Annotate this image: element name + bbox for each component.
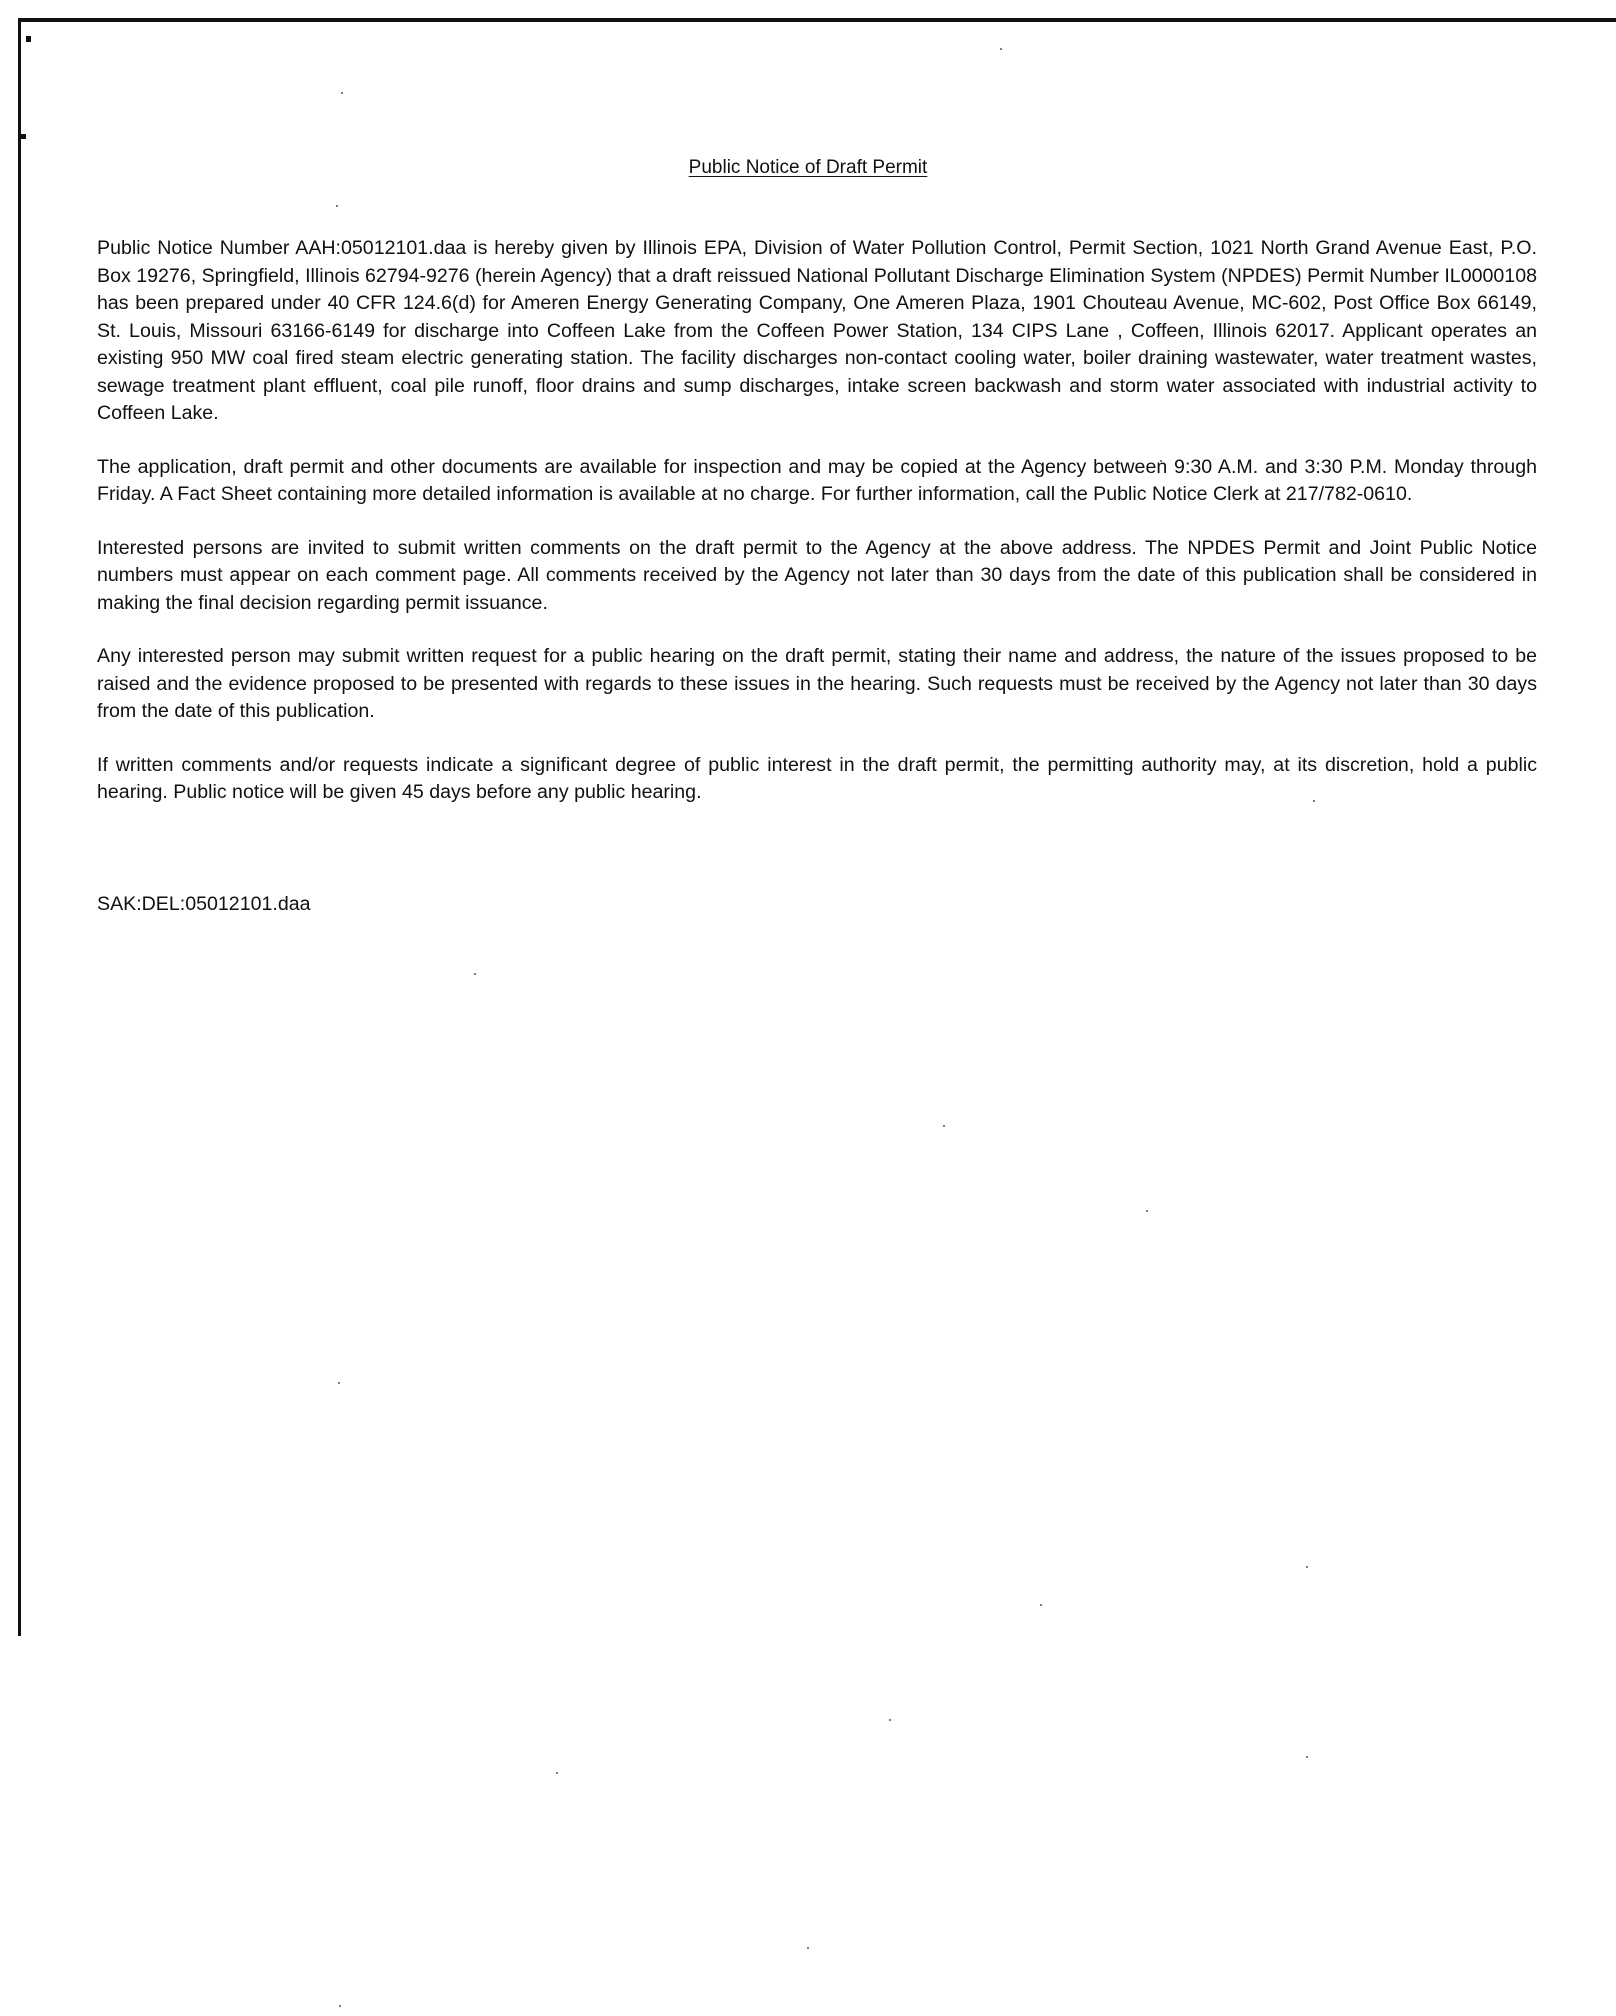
scan-top-border — [18, 18, 1616, 22]
scan-speck — [341, 92, 343, 94]
notice-title: Public Notice of Draft Permit — [688, 157, 928, 178]
notice-paragraph: If written comments and/or requests indicate a significant degree of public interest in the draft permit, the permitting authority may, at its discretion, hold a public hearing. Public notice will be given 45 days before any public hearing. — [97, 753, 1537, 803]
scan-speck — [556, 1772, 558, 1774]
scan-speck — [1146, 1210, 1148, 1212]
scan-speck — [338, 1382, 340, 1384]
scan-left-border — [18, 18, 21, 1636]
scan-speck — [1306, 1566, 1308, 1568]
scan-speck — [336, 205, 338, 207]
reference-code: SAK:DEL:05012101.daa — [97, 893, 311, 915]
scan-speck — [1040, 1604, 1042, 1606]
notice-paragraph: Any interested person may submit written request for a public hearing on the draft permit, stating their name and address, the nature of the issues proposed to be raised and the evidence proposed to be presented with regards to these issues in the hearing. Such requests must be received by the Agency not later than 30 days from the date of this publication. — [97, 645, 1537, 722]
notice-body — [97, 235, 1537, 833]
scan-speck — [807, 1947, 809, 1949]
notice-paragraph: Public Notice Number AAH:05012101.daa is hereby given by Illinois EPA, Division of Water Pollution Control, Permit Section, 1021 North Grand Avenue East, P.O. Box 19276, Springfield, Illinois 62794-9276 (herein Agency) that a draft reissued National Pollutant Discharge Elimination System (NPDES) Permit Number IL0000108 has been prepared under 40 CFR 124.6(d) for Ameren Energy Generating Company, One Ameren Plaza, 1901 Chouteau Avenue, MC-602, Post Office Box 66149, St. Louis, Missouri 63166-6149 for discharge into Coffeen Lake from the Coffeen Power Station, 134 CIPS Lane , Coffeen, Illinois 62017. Applicant operates an existing 950 MW coal fired steam electric generating station. The facility discharges non-contact cooling water, boiler draining wastewater, water treatment wastes, sewage treatment plant effluent, coal pile runoff, floor drains and sump discharges, intake screen backwash and storm water associated with industrial activity to Coffeen Lake. — [97, 237, 1537, 424]
scan-tick-mark — [20, 134, 26, 139]
scan-corner-mark — [26, 36, 31, 42]
scan-speck — [889, 1719, 891, 1721]
scan-speck — [1306, 1756, 1308, 1758]
scan-speck — [943, 1125, 945, 1127]
notice-paragraph: The application, draft permit and other documents are available for inspection and may be copied at the Agency between 9:30 A.M. and 3:30 P.M. Monday through Friday. A Fact Sheet containing more detailed information is available at no charge. For further information, call the Public Notice Clerk at 217/782-0610. — [97, 455, 1537, 505]
scan-speck — [474, 973, 476, 975]
scan-speck — [339, 2005, 341, 2007]
scan-speck — [1000, 48, 1002, 50]
notice-paragraph: Interested persons are invited to submit written comments on the draft permit to the Agency at the above address. The NPDES Permit and Joint Public Notice numbers must appear on each comment page. All comments received by the Agency not later than 30 days from the date of this publication shall be considered in making the final decision regarding permit issuance. — [97, 536, 1537, 614]
